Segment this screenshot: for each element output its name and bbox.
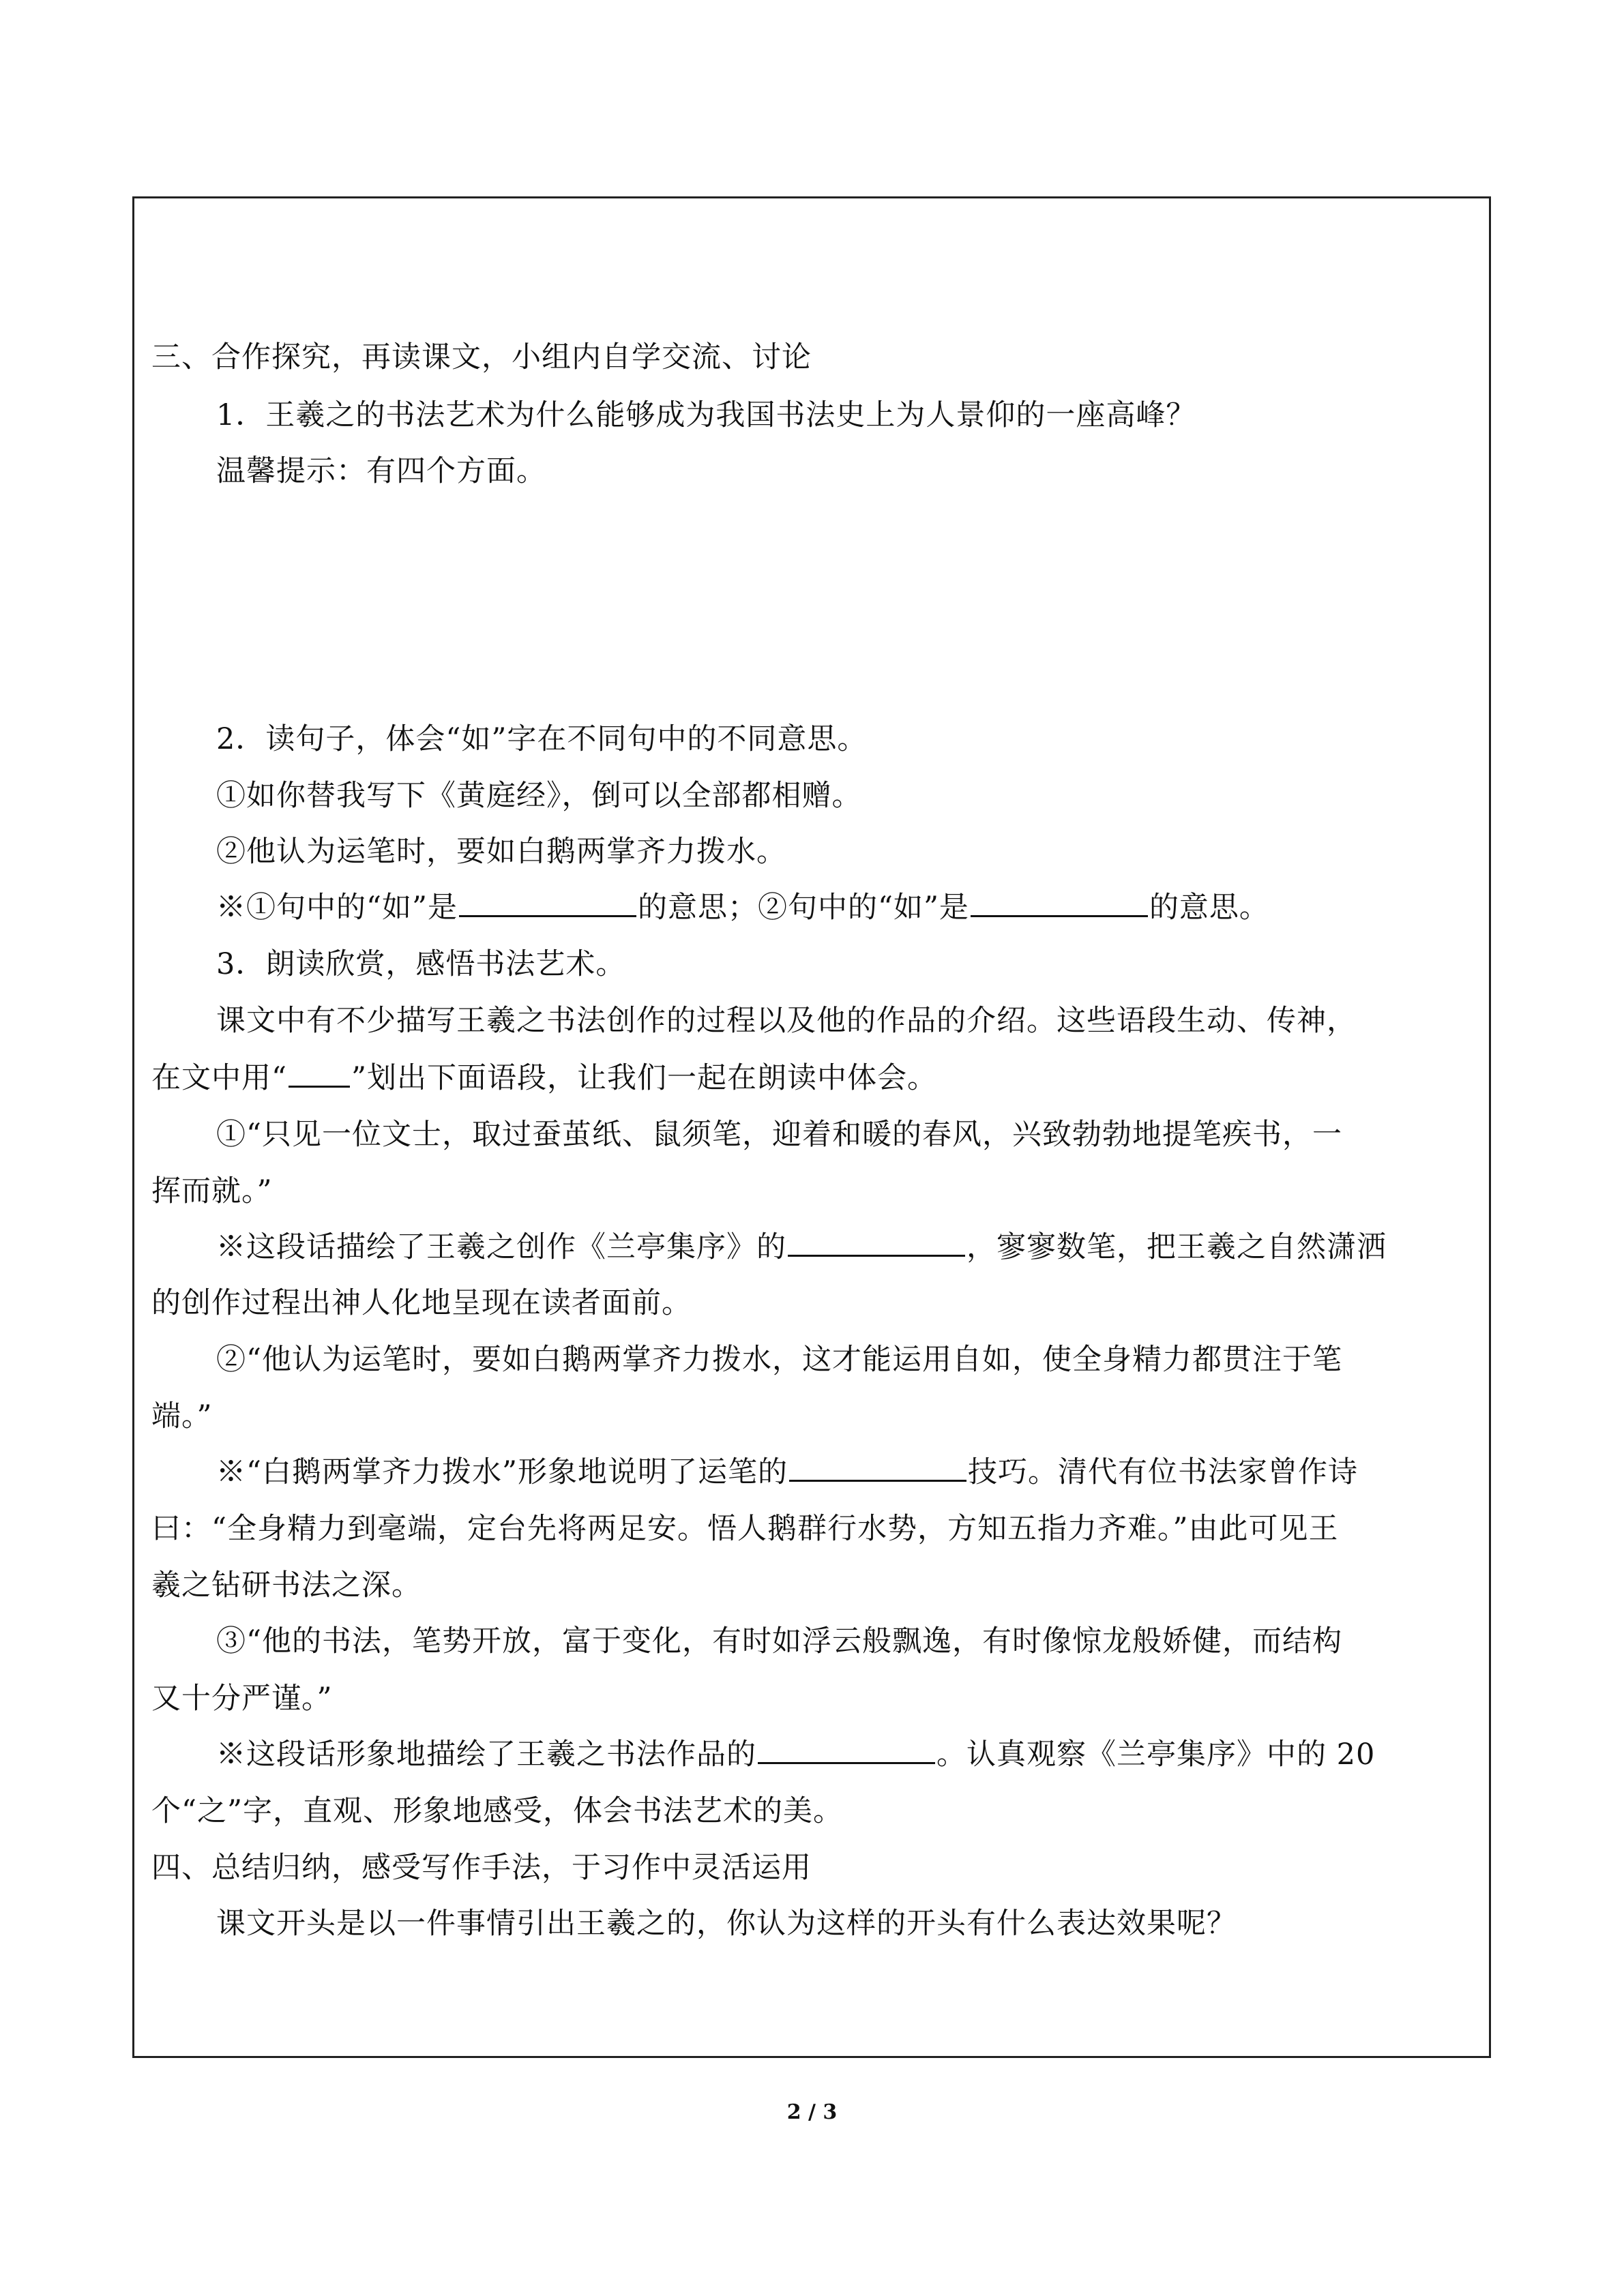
fill-text: 的意思。: [1149, 891, 1269, 925]
answer-blank[interactable]: [758, 1739, 935, 1764]
fill-text: ※①句中的“如”是: [216, 891, 458, 925]
note-text: ※这段话描绘了王羲之创作《兰亭集序》的: [216, 1230, 786, 1264]
section4-heading: 四、总结归纳，感受写作手法，于习作中灵活运用: [151, 1851, 812, 1885]
passage-1-continued: 挥而就。”: [151, 1174, 273, 1208]
passage-3-note-continued: 个“之”字，直观、形象地感受，体会书法艺术的美。: [151, 1794, 843, 1828]
answer-blank[interactable]: [459, 892, 636, 917]
question-3: 3．朗读欣赏，感悟书法艺术。: [216, 947, 626, 981]
note-text: 技巧。清代有位书法家曾作诗: [967, 1455, 1358, 1489]
question-2-fill-line: [134, 889, 1489, 927]
answer-blank[interactable]: [971, 892, 1148, 917]
note-text: ，寥寥数笔，把王羲之自然潇洒: [966, 1230, 1387, 1264]
question-1-hint: 温馨提示：有四个方面。: [216, 454, 546, 488]
question-3-intro: 课文中有不少描写王羲之书法创作的过程以及他的作品的介绍。这些语段生动、传神，: [216, 1004, 1357, 1038]
section4-question: 课文开头是以一件事情引出王羲之的，你认为这样的开头有什么表达效果呢？: [216, 1907, 1237, 1941]
answer-blank[interactable]: [789, 1457, 966, 1482]
question-2-sentence-2: ②他认为运笔时，要如白鹅两掌齐力拨水。: [216, 835, 786, 869]
passage-2-note-continued: 曰：“全身精力到毫端，定台先将两足安。悟人鹅群行水势，方知五指力齐难。”由此可见王: [151, 1512, 1339, 1546]
passage-1-note-continued: 的创作过程出神人化地呈现在读者面前。: [151, 1286, 692, 1320]
page-number: 2 / 3: [786, 2100, 838, 2124]
question-2-sentence-1: ①如你替我写下《黄庭经》，倒可以全部都相赠。: [216, 779, 862, 813]
question-3-intro-continued: [134, 1059, 1489, 1097]
worksheet-frame: [132, 196, 1491, 2058]
question-2: 2．读句子，体会“如”字在不同句中的不同意思。: [216, 722, 868, 756]
fill-text: 的意思；②句中的“如”是: [637, 891, 969, 925]
passage-2: ②“他认为运笔时，要如白鹅两掌齐力拨水，这才能运用自如，使全身精力都贯注于笔: [216, 1343, 1342, 1377]
note-text: ※这段话形象地描绘了王羲之书法作品的: [216, 1738, 756, 1772]
passage-3-note: [134, 1735, 1489, 1774]
passage-1-note: [134, 1228, 1489, 1266]
question-1: 1．王羲之的书法艺术为什么能够成为我国书法史上为人景仰的一座高峰？: [216, 398, 1196, 432]
passage-1: ①“只见一位文士，取过蚕茧纸、鼠须笔，迎着和暖的春风，兴致勃勃地提笔疾书，一: [216, 1118, 1342, 1152]
passage-2-note: [134, 1453, 1489, 1491]
passage-2-continued: 端。”: [151, 1399, 213, 1433]
note-text: 。认真观察《兰亭集序》中的 20: [936, 1738, 1376, 1772]
passage-3-continued: 又十分严谨。”: [151, 1682, 333, 1716]
intro-text: ”划出下面语段，让我们一起在朗读中体会。: [351, 1061, 937, 1095]
note-text: ※“白鹅两掌齐力拨水”形象地说明了运笔的: [216, 1455, 788, 1489]
underline-mark: [289, 1062, 350, 1088]
passage-2-note-end: 羲之钻研书法之深。: [151, 1568, 422, 1602]
answer-blank[interactable]: [788, 1232, 965, 1257]
passage-3: ③“他的书法，笔势开放，富于变化，有时如浮云般飘逸，有时像惊龙般娇健，而结构: [216, 1624, 1342, 1658]
section3-heading: 三、合作探究，再读课文，小组内自学交流、讨论: [151, 340, 812, 374]
intro-text: 在文中用“: [151, 1061, 287, 1095]
